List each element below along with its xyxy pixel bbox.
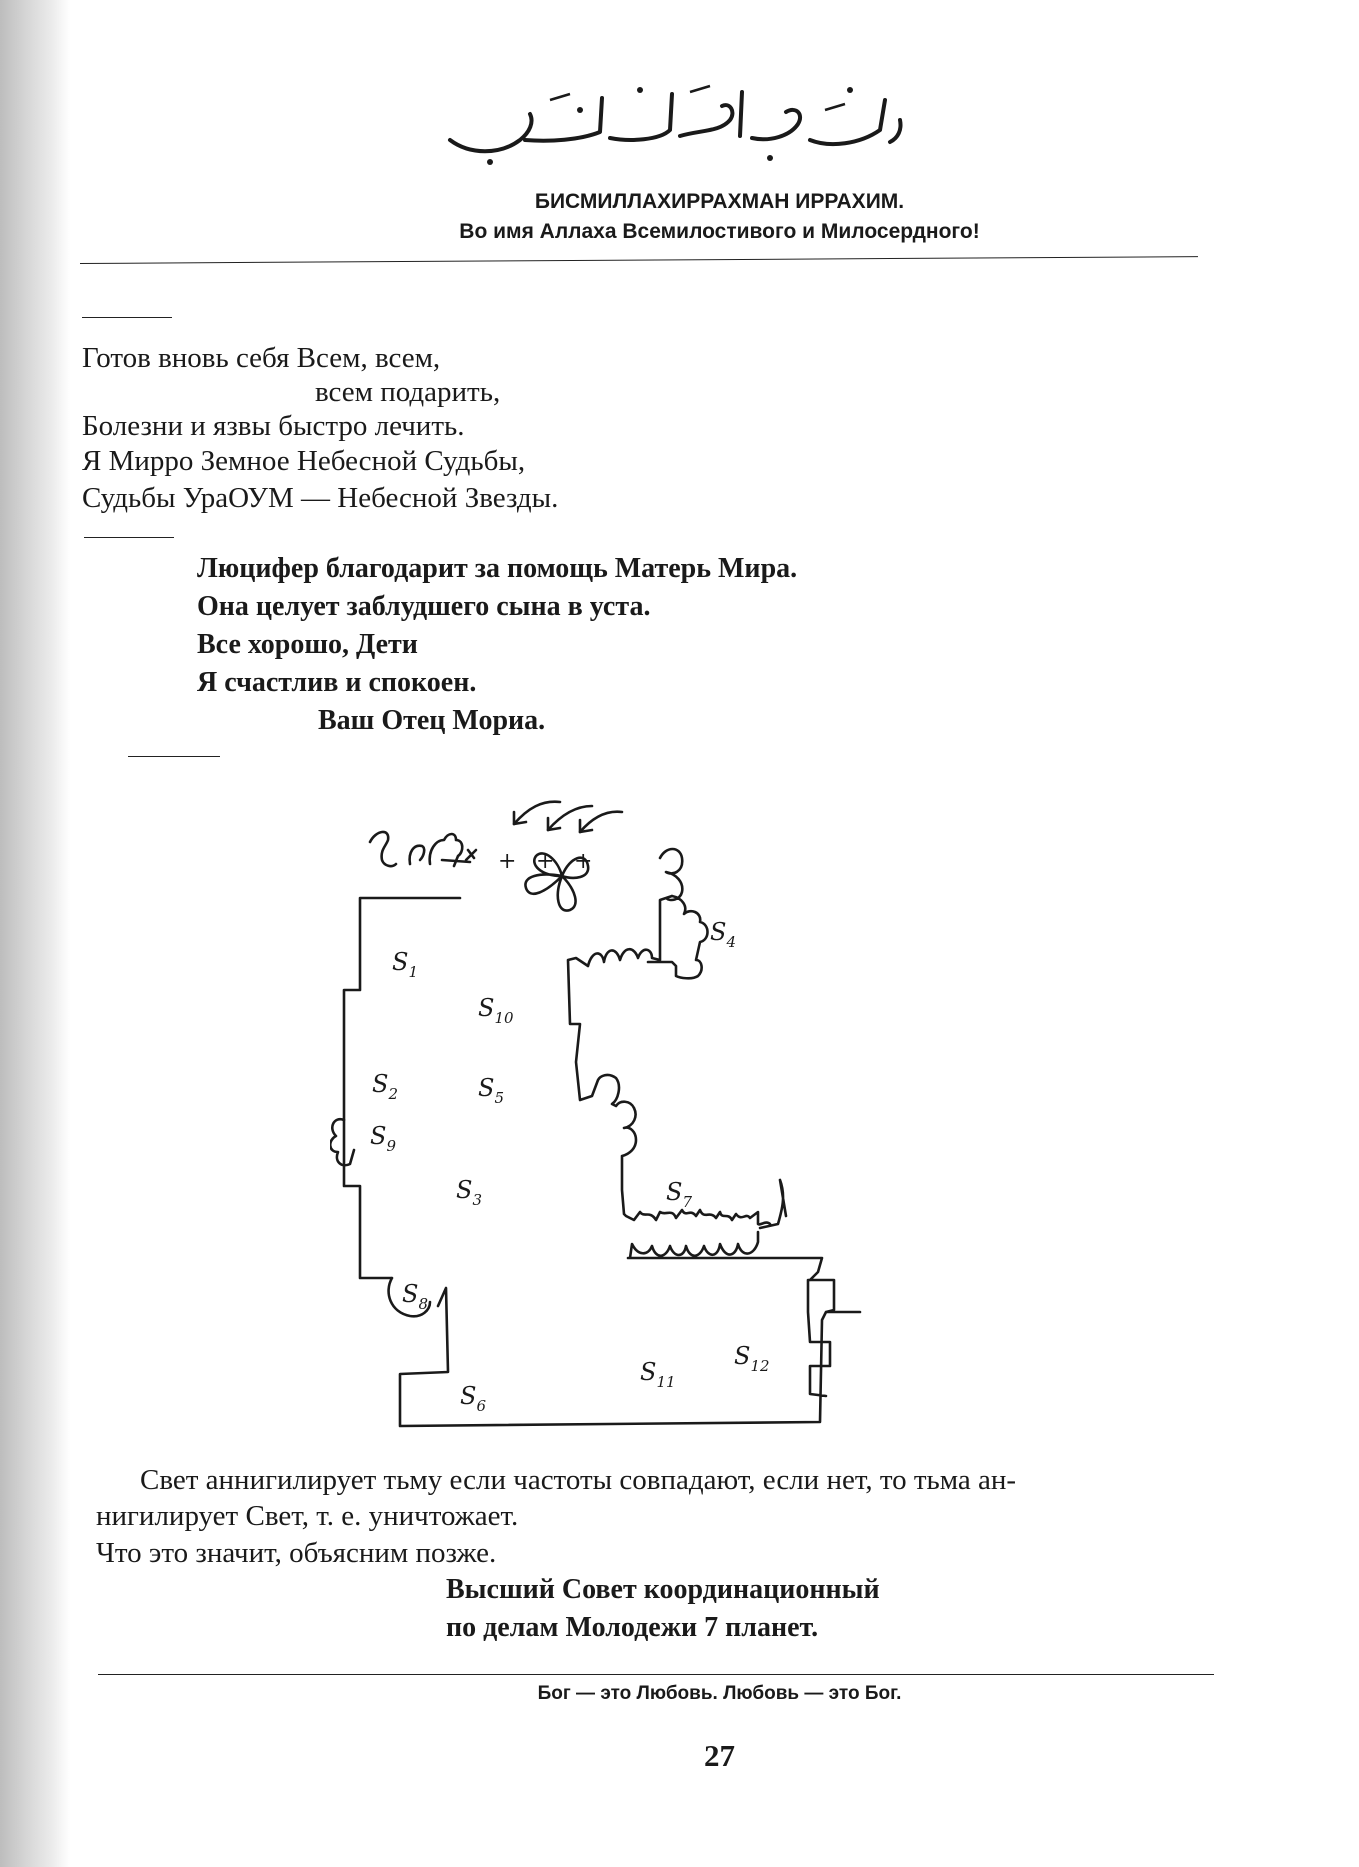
zone-label-s11: $S_{11}$ xyxy=(640,1358,676,1391)
zone-label-s10: $S_{10}$ xyxy=(478,994,514,1027)
poem-line: Болезни и язвы быстро лечить. xyxy=(82,410,465,442)
message-line: Я счастлив и спокоен. xyxy=(197,667,477,698)
arrow-mark xyxy=(580,812,622,832)
message-signature: Ваш Отец Мориа. xyxy=(318,705,546,736)
poem-line: Готов вновь себя Всем, всем, xyxy=(82,342,441,374)
poem-line: Я Мирро Земное Небесной Судьбы, xyxy=(82,445,526,477)
zone-label-s12: $S_{12}$ xyxy=(734,1342,770,1375)
poem-line: Судьбы УраОУМ — Небесной Звезды. xyxy=(82,482,559,514)
paragraph-line: нигилирует Свет, т. е. уничтожает. xyxy=(96,1500,519,1532)
zone-label-s2: $S_2$ xyxy=(372,1070,398,1103)
plus-sign: + xyxy=(574,849,593,874)
zone-label-s9: $S_9$ xyxy=(370,1122,396,1155)
scribble-mark xyxy=(410,846,425,864)
header-divider xyxy=(80,256,1198,264)
council-line: по делам Молодежи 7 планет. xyxy=(446,1612,819,1643)
footer-divider xyxy=(98,1674,1214,1675)
zone-label-s6: $S_6$ xyxy=(460,1382,486,1415)
header-subtitle: Во имя Аллаха Всемилостивого и Милосердного! xyxy=(459,220,980,243)
scribble-mark xyxy=(370,832,396,866)
paragraph-line: Свет аннигилирует тьму если частоты совпадают, если нет, то тьма ан- xyxy=(140,1464,1017,1496)
zone-label-s4: $S_4$ xyxy=(710,918,736,951)
message-line: Она целует заблудшего сына в уста. xyxy=(197,591,651,622)
zone-label-s3: $S_3$ xyxy=(456,1176,482,1209)
section-divider-short xyxy=(82,317,172,318)
message-line: Люцифер благодарит за помощь Матерь Мира. xyxy=(197,553,798,584)
bismillah-calligraphy xyxy=(430,70,910,170)
poem-line: всем подарить, xyxy=(315,376,501,408)
header-title: БИСМИЛЛАХИРРАХМАН ИРРАХИМ. xyxy=(534,190,905,213)
zone-label-s8: $S_8$ xyxy=(402,1280,428,1313)
footer-motto: Бог — это Любовь. Любовь — это Бог. xyxy=(537,1683,902,1704)
paragraph-line: Что это значит, объясним позже. xyxy=(96,1537,497,1569)
scribble-mark xyxy=(430,834,470,866)
plus-sign: + xyxy=(536,849,555,874)
zone-label-s5: $S_5$ xyxy=(478,1074,504,1107)
arrow-mark xyxy=(514,802,560,824)
message-line: Все хорошо, Дети xyxy=(197,629,418,660)
hand-drawn-diagram xyxy=(330,780,910,1430)
section-divider-short xyxy=(84,537,174,538)
zone-label-s1: $S_1$ xyxy=(392,948,418,981)
plus-sign: + xyxy=(498,849,517,874)
council-line: Высший Совет координационный xyxy=(446,1574,880,1605)
zone-label-s7: $S_7$ xyxy=(666,1178,692,1211)
bump-mark xyxy=(330,1119,354,1165)
diagram-outline xyxy=(344,849,860,1426)
section-divider-short xyxy=(128,756,220,757)
scan-gutter-shadow xyxy=(0,0,70,1867)
page-number: 27 xyxy=(704,1738,735,1773)
